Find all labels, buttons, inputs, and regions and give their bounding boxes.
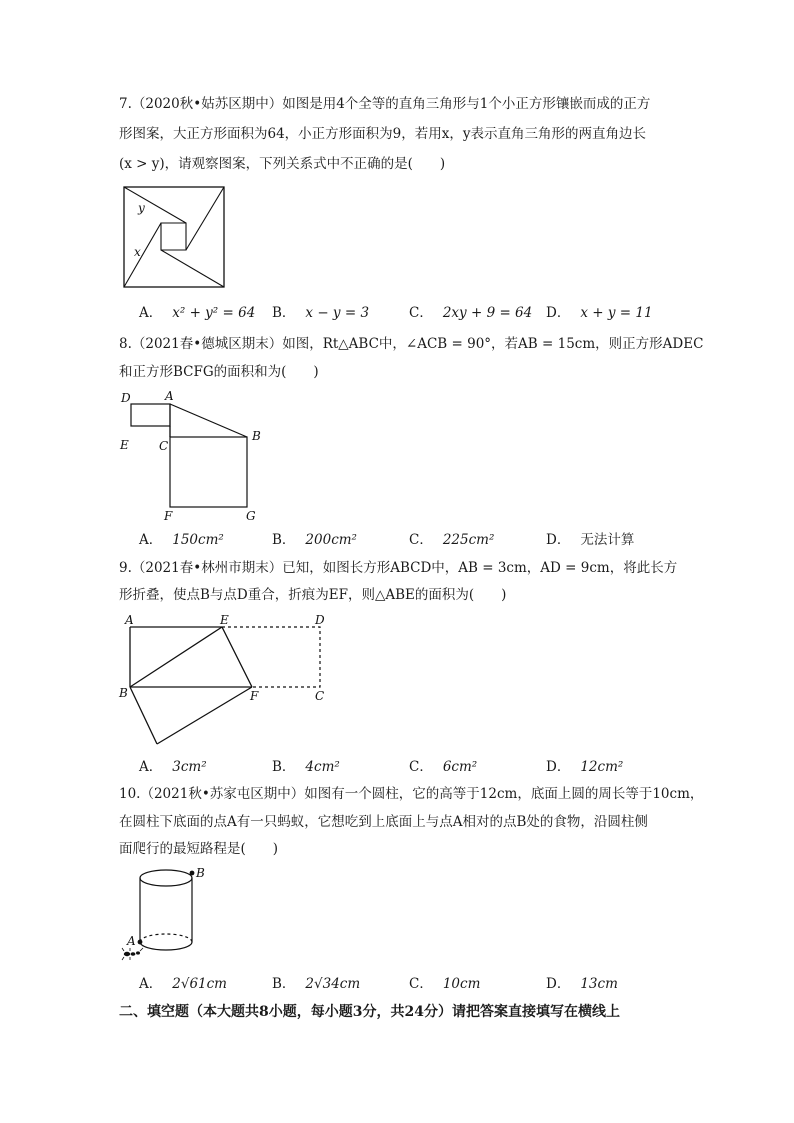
point-b-marker (190, 871, 195, 876)
q9-option-a-label: A． (139, 759, 163, 775)
q7-option-a[interactable] (139, 303, 255, 323)
q8-option-a-label: A． (139, 532, 163, 548)
q10-fig-label-a: A (127, 934, 136, 948)
q7-line-3: (x > y)，请观察图案，下列关系式中不正确的是( ) (119, 156, 446, 172)
q9-option-c-text: 6cm² (442, 759, 478, 775)
q9-fig-label-a: A (125, 613, 134, 627)
q8-fig-label-g: G (246, 509, 256, 523)
q10-option-b-text: 2√34cm (305, 976, 361, 992)
q9-line-2: 形折叠，使点B与点D重合，折痕为EF，则△ABE的面积为( ) (119, 587, 507, 603)
q7-option-b-text: x − y = 3 (305, 305, 370, 321)
q8-fig-label-d: D (121, 391, 131, 405)
q9-fig-label-d: D (315, 613, 325, 627)
q10-option-b-label: B． (272, 976, 296, 992)
q10-line-2: 在圆柱下底面的点A有一只蚂蚁，它想吃到上底面上与点A相对的点B处的食物，沿圆柱侧 (119, 814, 648, 830)
q10-option-c-label: C． (409, 976, 433, 992)
q8-option-c-text: 225cm² (442, 532, 495, 548)
q7-option-b-label: B． (272, 305, 296, 321)
q7-option-d[interactable] (546, 303, 653, 323)
q7-option-b[interactable] (272, 303, 369, 323)
q8-line-2: 和正方形BCFG的面积和为( ) (119, 364, 319, 380)
q8-fig-label-f: F (164, 509, 173, 523)
q9-option-d[interactable] (546, 757, 623, 777)
q9-option-c-label: C． (409, 759, 433, 775)
q8-option-b[interactable] (272, 530, 357, 550)
q7-fig-label-x: x (134, 245, 141, 259)
q10-fig-label-b: B (196, 866, 205, 880)
q10-option-a[interactable] (139, 974, 227, 994)
q10-line-3: 面爬行的最短路程是( ) (119, 841, 279, 857)
q8-option-a[interactable] (139, 530, 224, 550)
q8-figure (115, 388, 275, 523)
q7-line-1: 7.（2020秋•姑苏区期中）如图是用4个全等的直角三角形与1个小正方形镶嵌而成的正方 (119, 96, 651, 112)
q8-fig-label-a: A (165, 389, 174, 403)
q8-option-d[interactable] (546, 530, 634, 550)
q10-option-d-label: D． (546, 976, 571, 992)
q8-option-c-label: C． (409, 532, 433, 548)
q9-option-b-text: 4cm² (305, 759, 340, 775)
q8-option-b-label: B． (272, 532, 296, 548)
q7-option-c-label: C． (409, 305, 433, 321)
q9-fig-label-e: E (220, 613, 229, 627)
q10-option-a-label: A． (139, 976, 163, 992)
q9-option-d-label: D． (546, 759, 571, 775)
q7-option-a-label: A． (139, 305, 163, 321)
q9-option-a-text: 3cm² (172, 759, 207, 775)
q10-option-d-text: 13cm (580, 976, 618, 992)
q9-figure (117, 612, 332, 752)
q7-option-c[interactable] (409, 303, 532, 323)
q9-option-b-label: B． (272, 759, 296, 775)
q9-option-d-text: 12cm² (580, 759, 624, 775)
q10-figure (118, 864, 218, 964)
q9-line-1: 9.（2021春•林州市期末）已知，如图长方形ABCD中，AB = 3cm，AD = 9cm，将此长方 (119, 560, 678, 576)
q10-option-a-text: 2√61cm (172, 976, 227, 992)
section-2-heading: 二、填空题（本大题共8小题，每小题3分，共24分）请把答案直接填写在横线上 (119, 1004, 620, 1020)
q8-fig-label-b: B (252, 429, 261, 443)
q10-option-b[interactable] (272, 974, 360, 994)
q9-option-a[interactable] (139, 757, 207, 777)
q10-option-c[interactable] (409, 974, 480, 994)
q10-line-1: 10.（2021秋•苏家屯区期中）如图有一个圆柱，它的高等于12cm，底面上圆的周长等于10cm， (119, 786, 704, 802)
q9-option-b[interactable] (272, 757, 340, 777)
q8-fig-label-e: E (120, 438, 129, 452)
q8-option-d-label: D． (546, 532, 571, 548)
q8-option-a-text: 150cm² (172, 532, 224, 548)
q8-option-b-text: 200cm² (305, 532, 357, 548)
q8-option-c[interactable] (409, 530, 494, 550)
q7-option-d-text: x + y = 11 (580, 305, 653, 321)
q7-fig-label-y: y (138, 201, 145, 215)
q7-option-d-label: D． (546, 305, 571, 321)
q8-option-d-text: 无法计算 (580, 532, 635, 548)
q10-option-d[interactable] (546, 974, 618, 994)
q8-line-1: 8.（2021春•德城区期末）如图，Rt△ABC中，∠ACB = 90°，若AB = 15cm，则正方形ADEC (119, 336, 704, 352)
ant-icon (122, 948, 143, 960)
q7-line-2: 形图案，大正方形面积为64，小正方形面积为9，若用x，y表示直角三角形的两直角边长 (119, 126, 647, 142)
point-a-marker (138, 940, 143, 945)
q9-fig-label-b: B (119, 686, 128, 700)
q8-fig-label-c: C (159, 439, 169, 453)
q9-fig-label-f: F (250, 689, 259, 703)
q7-option-a-text: x² + y² = 64 (172, 305, 256, 321)
q9-option-c[interactable] (409, 757, 477, 777)
q7-figure (123, 186, 225, 288)
q9-fig-label-c: C (315, 689, 325, 703)
q10-option-c-text: 10cm (442, 976, 481, 992)
q7-option-c-text: 2xy + 9 = 64 (442, 305, 533, 321)
